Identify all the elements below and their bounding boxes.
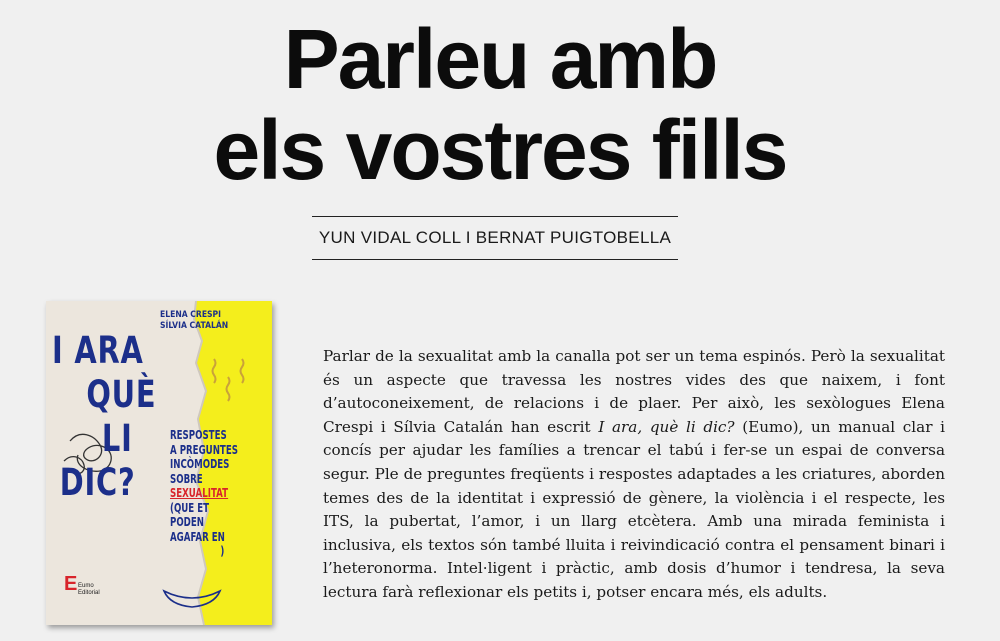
article-text-part-2: (Eumo), un manual clar i concís per ajudar les famílies a trencar el tabú i fer-se un espai de conversa segur. Ple de preguntes freqüents i respostes adaptades a les criatures, aborden temes des de la identitat i expressió de gènere, la violència i el respecte, les ITS, la pubertat, l’amor, i un llarg etcètera. Amb una mirada feminista i inclusiva, els textos són també lluita i reivindicació contra el pensament binari i l’heteronorma. Intel·ligent i pràctic, amb dosis d’humor i tendresa, la seva lectura farà reflexionar els petits i, potser encara més, els adults. — [323, 417, 945, 601]
cover-title-line-1: I ARA — [52, 329, 144, 372]
publisher-subname: Editorial — [78, 590, 100, 596]
book-cover-image — [46, 301, 272, 625]
cover-subtitle-line-8: AGAFAR EN — [170, 529, 225, 544]
headline-line-2: els vostres fills — [213, 103, 787, 197]
cover-subtitle-line-7: PODEN — [170, 515, 204, 529]
cover-title — [52, 329, 177, 505]
cover-subtitle-line-3: INCÒMODES — [170, 457, 230, 471]
cover-subtitle — [170, 428, 249, 559]
cover-author-1: ELENA CRESPI — [160, 310, 222, 320]
cover-subtitle-line-2: A PREGUNTES — [170, 442, 238, 457]
byline: YUN VIDAL COLL I BERNAT PUIGTOBELLA — [318, 228, 672, 247]
cover-subtitle-line-5: SEXUALITAT — [170, 486, 229, 500]
cover-title-line-2: QUÈ — [86, 373, 157, 416]
cover-subtitle-line-9: ) — [220, 544, 225, 558]
cover-subtitle-line-4: SOBRE — [170, 471, 203, 486]
cover-author-2: SÍLVIA CATALÁN — [160, 321, 229, 331]
cover-subtitle-line-6: (QUE ET — [170, 500, 210, 515]
cover-title-line-4: DIC? — [59, 461, 136, 504]
publisher-logo — [64, 573, 100, 597]
publisher-name: Eumo — [78, 583, 94, 589]
cover-subtitle-line-1: RESPOSTES — [170, 428, 227, 442]
publisher-e-icon: E — [64, 573, 78, 595]
headline — [0, 14, 1000, 196]
headline-line-1: Parleu amb — [283, 12, 717, 106]
article-text-part-1: Parlar de la sexualitat amb la canalla pot ser un tema espinós. Però la sexualitat és un aspecte que travessa les nostres vides des que naixem, i font d’autoconeixement, de relacions i de plaer. Per això, les sexòlogues Elena Crespi i Sílvia Catalán han escrit — [323, 347, 945, 436]
article-book-title: I ara, què li dic? — [598, 417, 735, 436]
article-body — [323, 345, 945, 605]
cover-title-line-3: LI — [101, 417, 133, 460]
byline-box — [312, 216, 678, 260]
